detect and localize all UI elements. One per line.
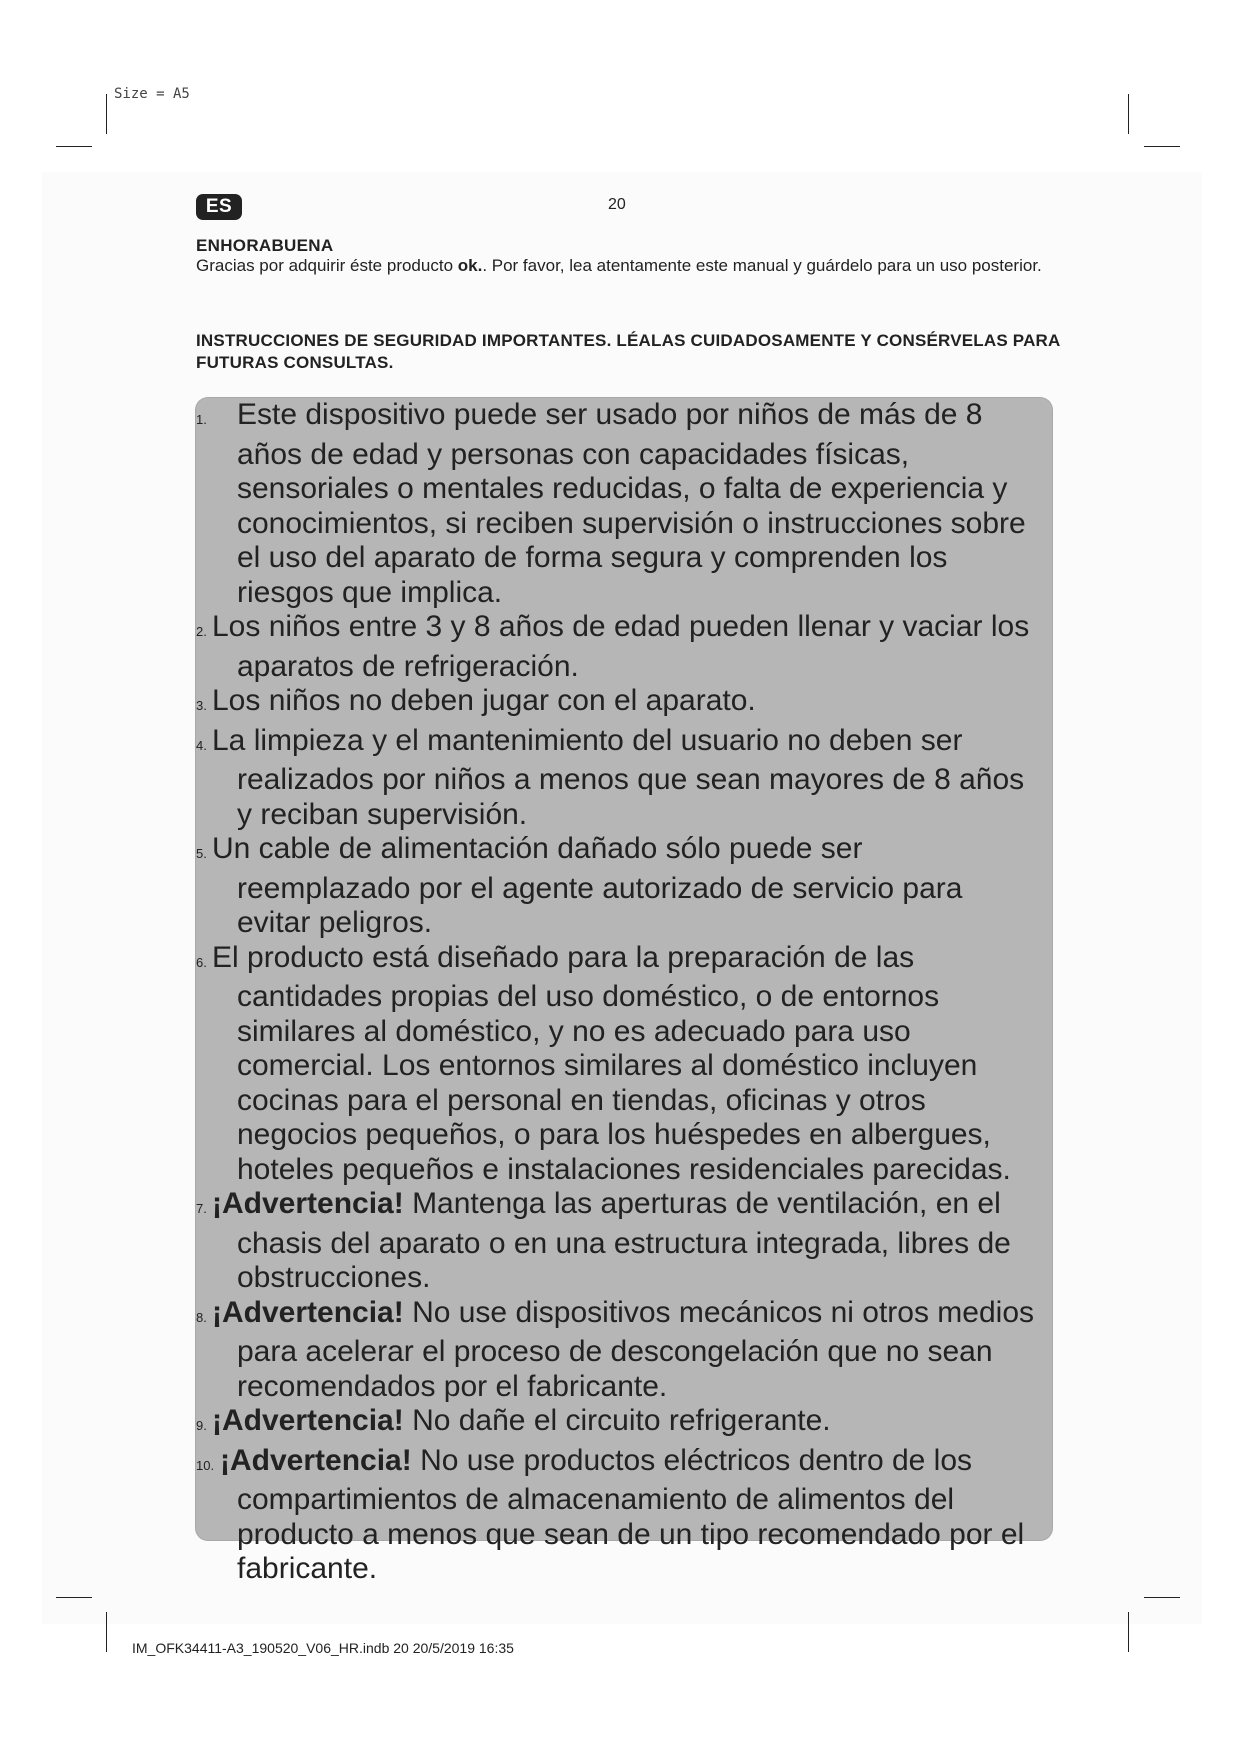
item-number: 4. <box>196 737 207 753</box>
intro-text-after: . Por favor, lea atentamente este manual y guárdelo para un uso posterior. <box>482 256 1042 275</box>
warning-label: ¡Advertencia! <box>212 1187 404 1220</box>
item-text: Los niños entre 3 y 8 años de edad pueden llenar y vaciar los aparatos de refrigeración. <box>212 610 1030 683</box>
crop-mark-bottom-left-h <box>56 1597 92 1598</box>
item-number: 1. <box>196 412 207 427</box>
item-number: 5. <box>196 846 207 861</box>
list-item <box>196 684 1042 724</box>
list-item <box>196 610 1042 684</box>
intro-section <box>196 236 1056 276</box>
list-item <box>196 1444 1042 1587</box>
item-text: La limpieza y el mantenimiento del usuario no deben ser realizados por niños a menos que sean mayores de 8 años y reciban supervisión. <box>212 723 1025 831</box>
list-item <box>196 398 1042 610</box>
intro-text-before: Gracias por adquirir éste producto <box>196 256 458 275</box>
safety-heading: INSTRUCCIONES DE SEGURIDAD IMPORTANTES. LÉALAS CUIDADOSAMENTE Y CONSÉRVELAS PARA FUTURAS CONSULTAS. <box>196 331 1060 372</box>
warning-label: ¡Advertencia! <box>212 1295 404 1329</box>
item-text: Un cable de alimentación dañado sólo puede ser reemplazado por el agente autorizado de servicio para evitar peligros. <box>212 832 963 939</box>
list-item <box>196 941 1042 1188</box>
item-text: No use dispositivos mecánicos ni otros medios para acelerar el proceso de descongelación que no sean recomendados por el fabricante. <box>237 1295 1035 1403</box>
item-number: 7. <box>196 1201 207 1216</box>
item-number: 3. <box>196 698 207 713</box>
item-text: No dañe el circuito refrigerante. <box>412 1404 831 1437</box>
warning-label: ¡Advertencia! <box>220 1443 412 1477</box>
crop-mark-top-left-v <box>106 94 107 134</box>
warning-label: ¡Advertencia! <box>212 1404 404 1437</box>
item-number: 2. <box>196 624 207 639</box>
list-item <box>196 1296 1042 1405</box>
crop-mark-bottom-right-v <box>1128 1612 1129 1652</box>
safety-instructions-list <box>196 398 1042 1587</box>
list-item <box>196 832 1042 941</box>
crop-mark-top-right-v <box>1128 94 1129 134</box>
item-number: 6. <box>196 954 207 970</box>
list-item <box>196 1404 1042 1444</box>
size-label: Size = A5 <box>114 86 190 102</box>
list-item <box>196 1187 1042 1296</box>
item-number: 9. <box>196 1418 207 1433</box>
item-text: El producto está diseñado para la preparación de las cantidades propias del uso doméstico, o de entornos similares al doméstico, y no es adecuado para uso comercial. Los entornos similares al doméstico incluyen cocinas para el personal en tiendas, oficinas y otros negocios pequeños, o para los huéspedes en albergues, hoteles pequeños e instalaciones residenciales parecidas. <box>212 940 1011 1186</box>
item-text: Los niños no deben jugar con el aparato. <box>212 684 756 717</box>
brand-name: ok. <box>457 256 483 275</box>
item-number: 8. <box>196 1309 207 1325</box>
item-text: No use productos eléctricos dentro de los compartimientos de almacenamiento de alimentos del producto a menos que sean de un tipo recomendado por el fabricante. <box>237 1443 1025 1585</box>
language-badge: ES <box>196 194 242 220</box>
page-number: 20 <box>608 196 626 213</box>
item-text: Este dispositivo puede ser usado por niños de más de 8 años de edad y personas con capacidades físicas, sensoriales o mentales reducidas, o falta de experiencia y conocimientos, si reciben supervisión o instrucciones sobre el uso del aparato de forma segura y comprenden los riesgos que implica. <box>237 398 1026 609</box>
item-number: 10. <box>196 1457 215 1473</box>
item-text: Mantenga las aperturas de ventilación, en el chasis del aparato o en una estructura integrada, libres de obstrucciones. <box>237 1187 1011 1294</box>
crop-mark-top-right-h <box>1144 146 1180 147</box>
safety-instructions-box <box>196 398 1052 1585</box>
file-info-footer: IM_OFK34411-A3_190520_V06_HR.indb 20 20/5/2019 16:35 <box>132 1640 514 1656</box>
intro-text <box>196 256 1056 276</box>
list-item <box>196 724 1042 833</box>
crop-mark-top-left-h <box>56 146 92 147</box>
intro-heading: ENHORABUENA <box>196 236 334 255</box>
crop-mark-bottom-right-h <box>1144 1597 1180 1598</box>
crop-mark-bottom-left-v <box>106 1612 107 1652</box>
